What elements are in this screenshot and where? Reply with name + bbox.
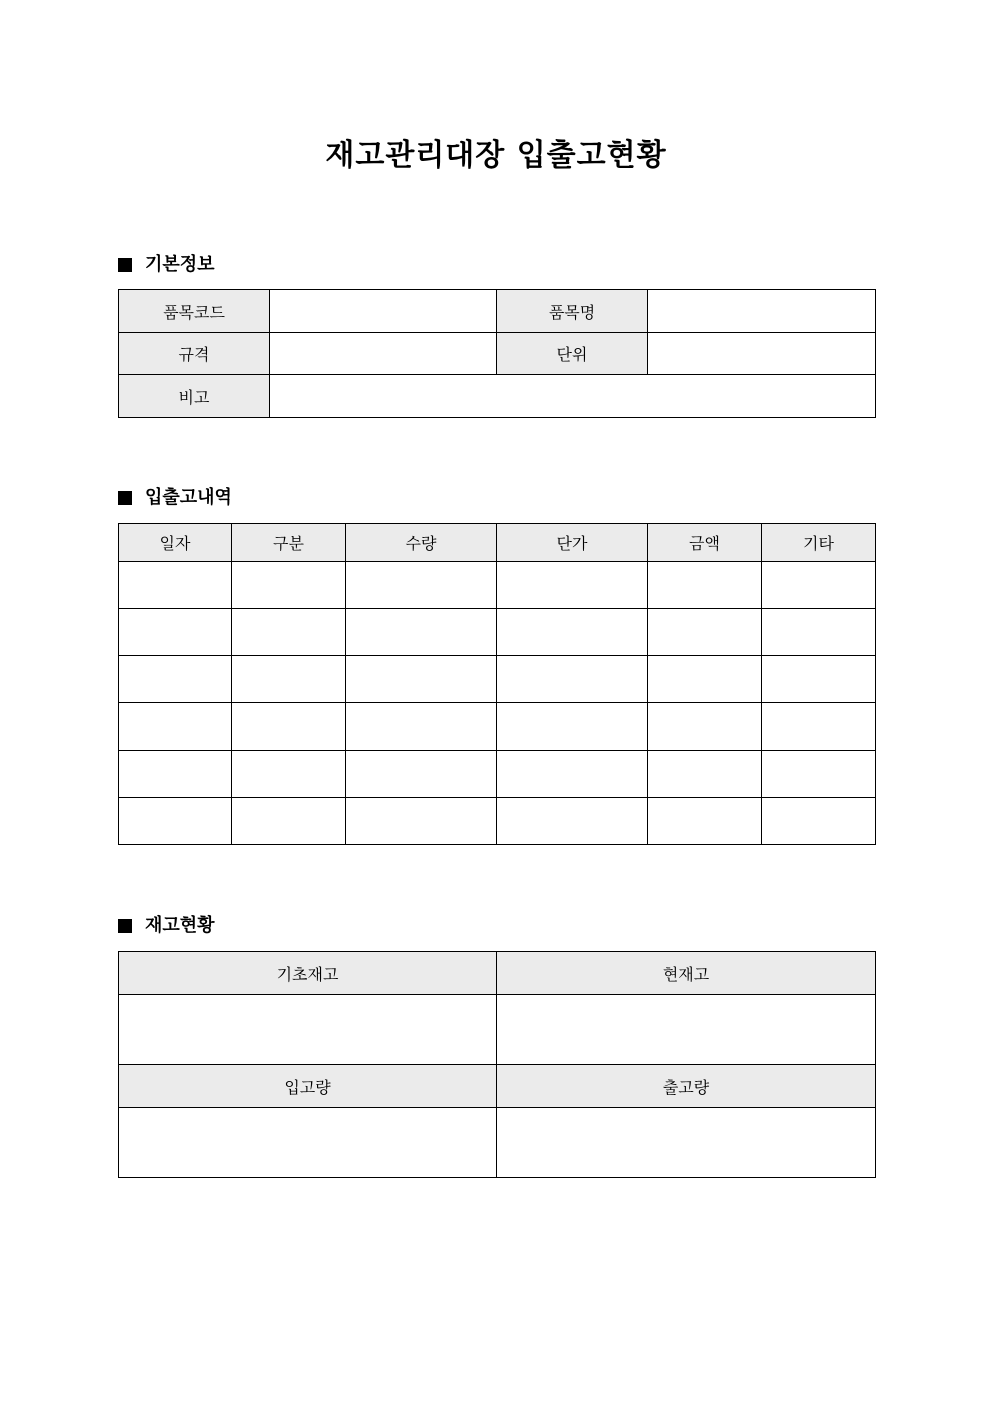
table-cell[interactable] [497, 609, 648, 656]
table-cell[interactable] [119, 703, 232, 751]
in-quantity-label: 입고량 [119, 1065, 497, 1108]
table-cell[interactable] [762, 798, 876, 845]
table-cell[interactable] [648, 562, 762, 609]
table-row [119, 609, 876, 656]
table-cell[interactable] [648, 703, 762, 751]
table-cell[interactable] [497, 562, 648, 609]
table-cell[interactable] [119, 656, 232, 703]
inout-table [118, 523, 876, 845]
table-cell[interactable] [119, 609, 232, 656]
table-row [119, 703, 876, 751]
table-cell[interactable] [648, 798, 762, 845]
in-quantity-cell[interactable] [119, 1108, 497, 1178]
current-stock-cell[interactable] [497, 995, 876, 1065]
table-cell[interactable] [762, 751, 876, 798]
table-cell[interactable] [762, 656, 876, 703]
table-row [119, 798, 876, 845]
table-cell[interactable] [762, 703, 876, 751]
table-cell[interactable] [232, 703, 346, 751]
item-code-cell[interactable] [270, 290, 497, 333]
table-cell[interactable] [497, 798, 648, 845]
table-cell[interactable] [232, 656, 346, 703]
column-header-etc: 기타 [762, 524, 876, 562]
table-row [119, 562, 876, 609]
table-cell[interactable] [346, 703, 497, 751]
table-row [119, 751, 876, 798]
spec-label: 규격 [119, 333, 270, 375]
table-cell[interactable] [648, 609, 762, 656]
column-header-date: 일자 [119, 524, 232, 562]
column-header-amount: 금액 [648, 524, 762, 562]
section-heading-label: 재고현황 [145, 915, 215, 936]
unit-cell[interactable] [648, 333, 876, 375]
note-label: 비고 [119, 375, 270, 418]
table-cell[interactable] [232, 562, 346, 609]
section-heading-inout [118, 486, 232, 510]
opening-stock-label: 기초재고 [119, 952, 497, 995]
item-name-cell[interactable] [648, 290, 876, 333]
section-heading-basic-info [118, 253, 215, 277]
stock-table [118, 951, 876, 1178]
table-cell[interactable] [119, 562, 232, 609]
out-quantity-label: 출고량 [497, 1065, 876, 1108]
table-cell[interactable] [119, 798, 232, 845]
table-cell[interactable] [648, 656, 762, 703]
table-cell[interactable] [232, 798, 346, 845]
out-quantity-cell[interactable] [497, 1108, 876, 1178]
black-square-icon [118, 258, 132, 272]
item-code-label: 품목코드 [119, 290, 270, 333]
inout-header-row [119, 524, 876, 562]
table-cell[interactable] [762, 609, 876, 656]
table-cell[interactable] [346, 609, 497, 656]
basic-info-table [118, 289, 876, 418]
table-cell[interactable] [346, 798, 497, 845]
table-cell[interactable] [497, 656, 648, 703]
table-cell[interactable] [232, 751, 346, 798]
column-header-type: 구분 [232, 524, 346, 562]
item-name-label: 품목명 [497, 290, 648, 333]
column-header-unit-price: 단가 [497, 524, 648, 562]
note-cell[interactable] [270, 375, 876, 418]
section-heading-label: 기본정보 [145, 254, 215, 275]
table-cell[interactable] [648, 751, 762, 798]
table-cell[interactable] [497, 751, 648, 798]
table-cell[interactable] [119, 751, 232, 798]
current-stock-label: 현재고 [497, 952, 876, 995]
table-cell[interactable] [346, 751, 497, 798]
table-cell[interactable] [232, 609, 346, 656]
table-cell[interactable] [497, 703, 648, 751]
page-title: 재고관리대장 입출고현황 [325, 138, 667, 173]
column-header-quantity: 수량 [346, 524, 497, 562]
table-cell[interactable] [346, 562, 497, 609]
table-row [119, 656, 876, 703]
table-cell[interactable] [762, 562, 876, 609]
black-square-icon [118, 919, 132, 933]
opening-stock-cell[interactable] [119, 995, 497, 1065]
black-square-icon [118, 491, 132, 505]
unit-label: 단위 [497, 333, 648, 375]
spec-cell[interactable] [270, 333, 497, 375]
section-heading-label: 입출고내역 [145, 487, 232, 508]
section-heading-stock [118, 914, 215, 938]
table-cell[interactable] [346, 656, 497, 703]
